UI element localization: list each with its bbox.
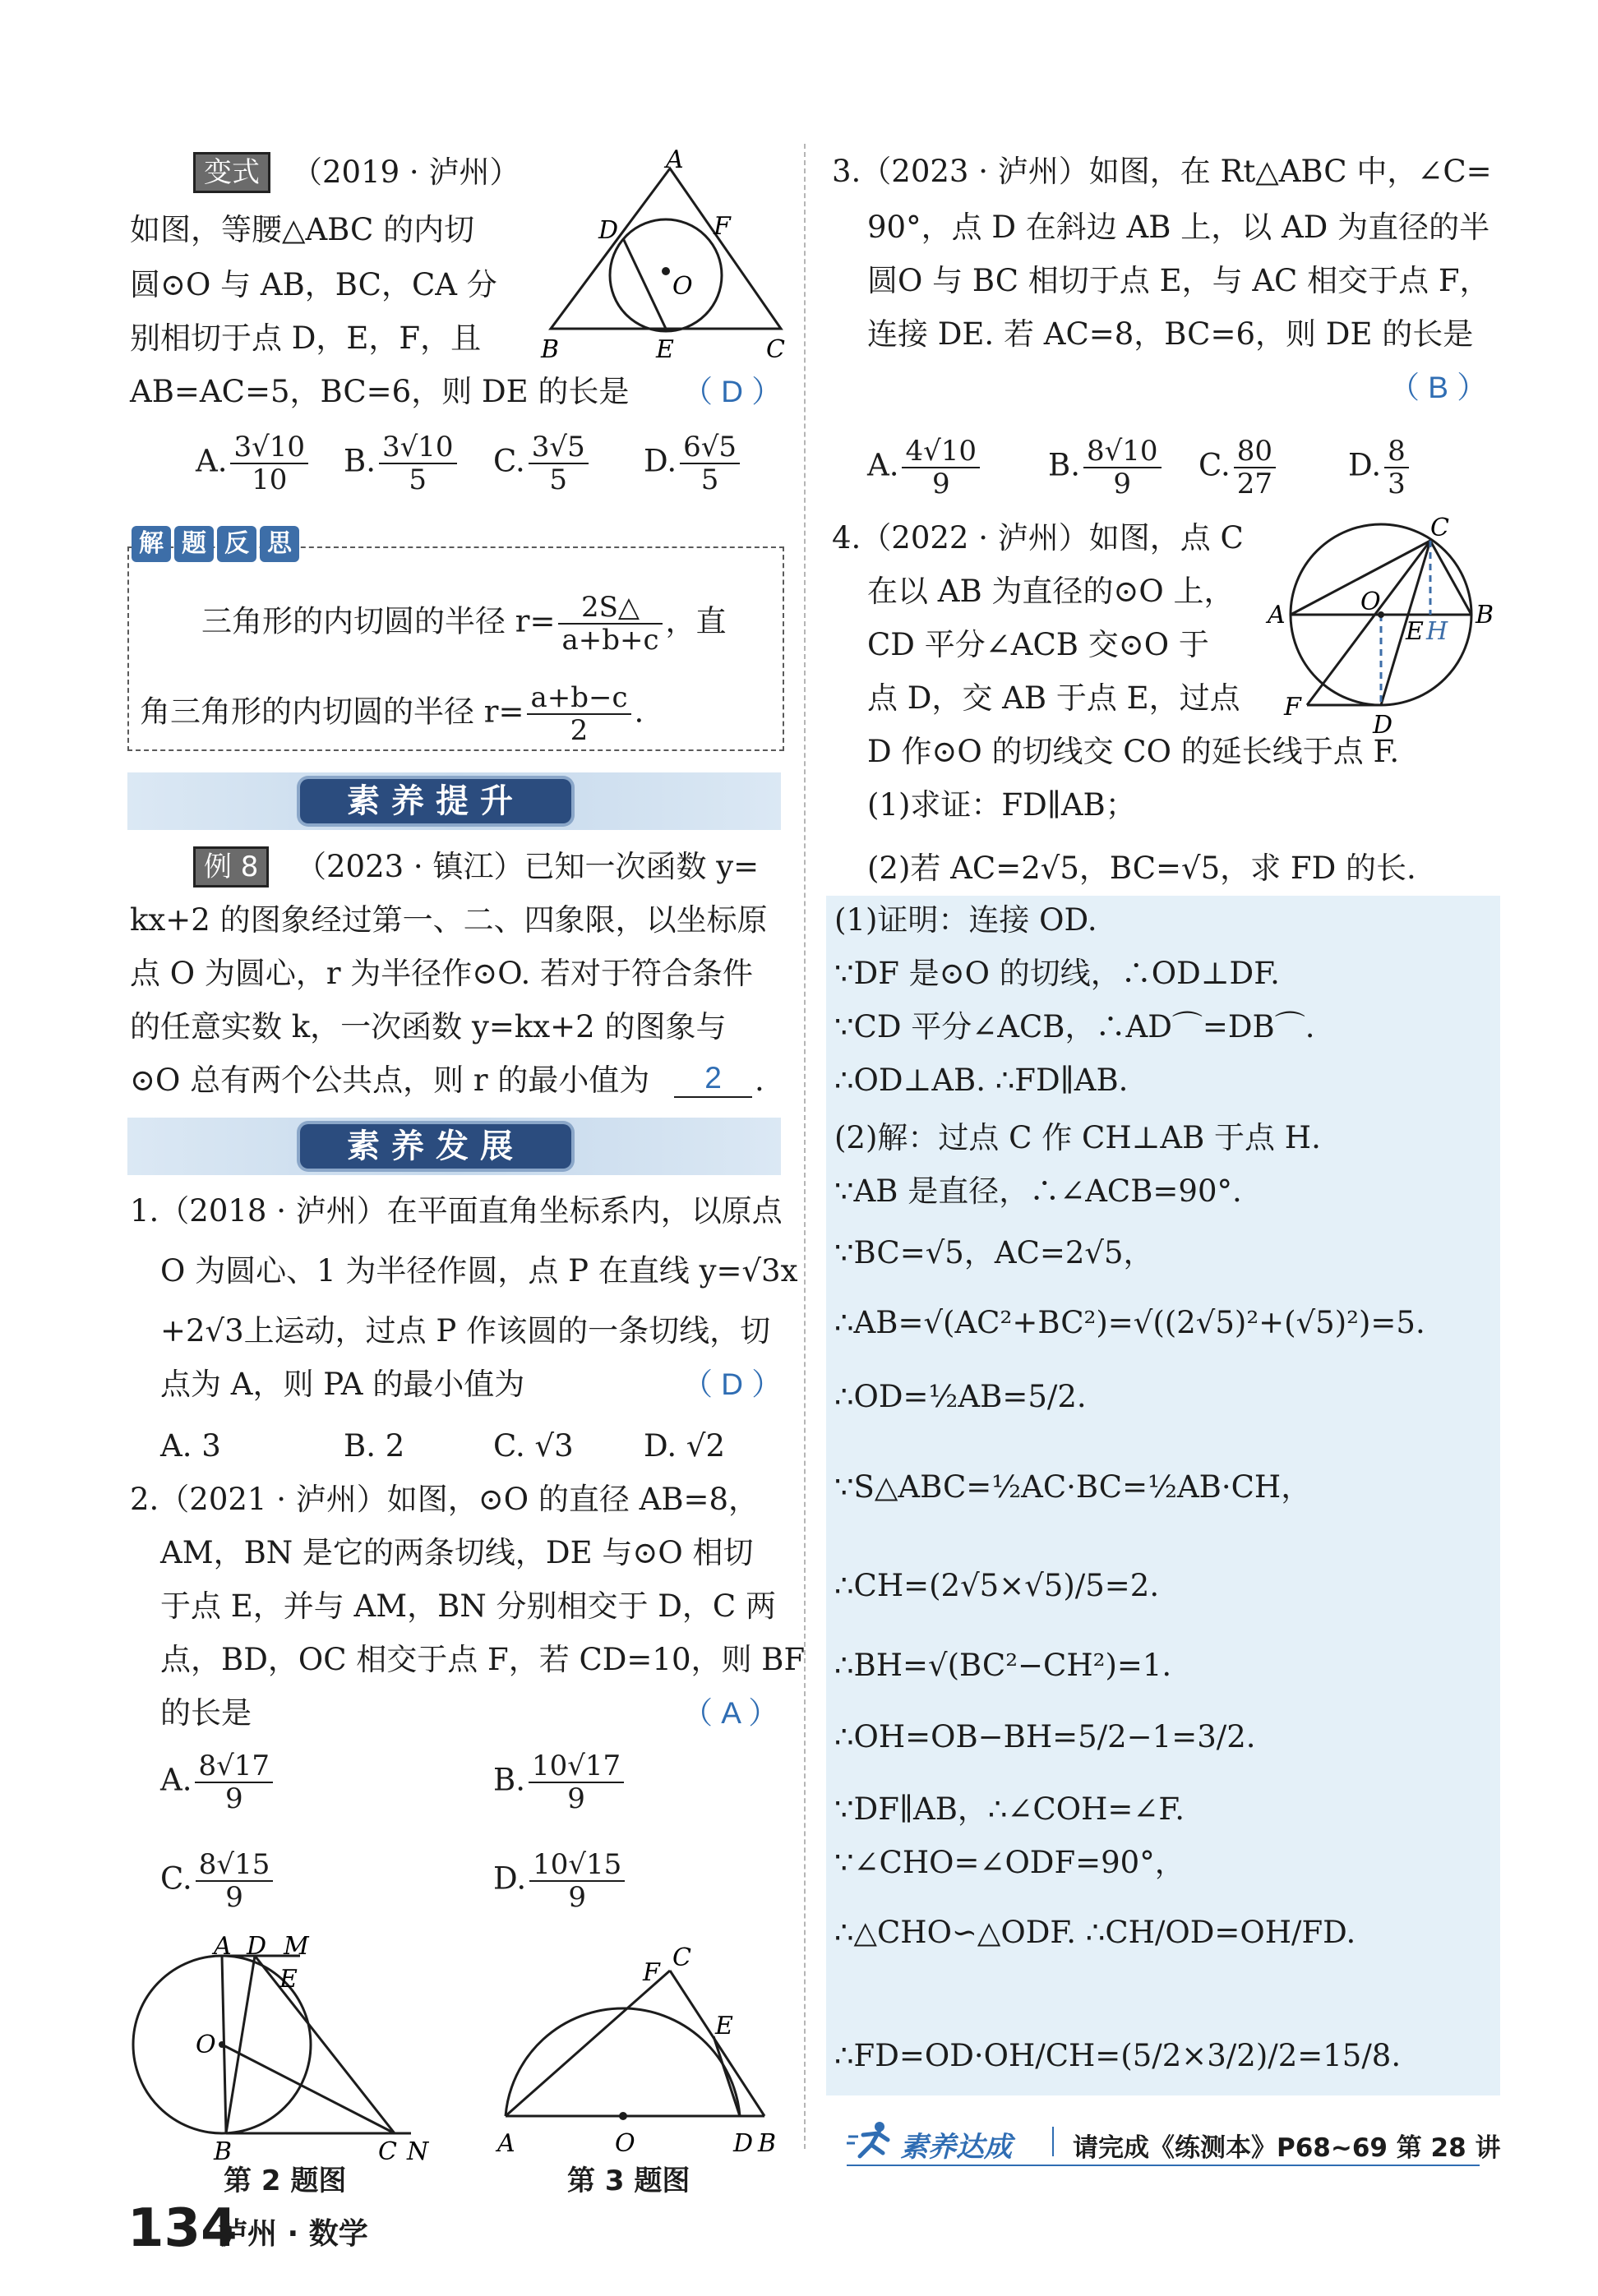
label-d: D	[598, 216, 619, 245]
footer-separator	[1052, 2127, 1054, 2156]
center-o-dot	[619, 2112, 627, 2120]
label-f: F	[714, 212, 731, 241]
q1-option-d: D. √2	[644, 1428, 725, 1464]
chord-cb	[1430, 541, 1471, 615]
q4-line-4: 点 D，交 AB 于点 E，过点	[867, 680, 1240, 716]
q3-line-2: 90°，点 D 在斜边 AB 上，以 AD 为直径的半	[867, 210, 1490, 245]
triangle-abc	[551, 168, 781, 329]
center-o-dot	[219, 2041, 225, 2048]
label-e: E	[279, 1965, 298, 1994]
variant-line-1: 如图，等腰△ABC 的内切	[130, 212, 475, 247]
variant-line-3: 别相切于点 D，E，F，且	[130, 320, 482, 356]
label-b: B	[1476, 601, 1494, 629]
label-b: B	[541, 335, 560, 364]
reflection-line-1: 三角形的内切圆的半径 r= $\frac{2S\triangle}{a+b+c}$ ，直	[201, 591, 727, 657]
q1-answer: （ D ）	[682, 1367, 783, 1401]
q3-line-1: 3.（2023 · 泸州）如图，在 Rt△ABC 中，∠C=	[832, 154, 1492, 189]
solution-line-7: ∵BC=√5，AC=2√5，	[834, 1235, 1154, 1270]
solution-line-4: ∴OD⊥AB. ∴FD∥AB.	[834, 1063, 1129, 1098]
label-o: O	[1360, 588, 1381, 616]
q2-option-a: A. $\frac{8√17}{9}$	[160, 1750, 276, 1814]
q2-figure	[132, 1932, 444, 2166]
example-8-line-2: kx+2 的图象经过第一、二、四象限，以坐标原	[130, 902, 768, 938]
q3-line-4: 连接 DE. 若 AC=8，BC=6，则 DE 的长是	[867, 316, 1474, 352]
variant-tag: 变式	[193, 152, 270, 193]
q2-line-3: 于点 E，并与 AM，BN 分别相交于 D，C 两	[160, 1588, 776, 1624]
q3-option-b: B. $\frac{8√10}{9}$	[1048, 436, 1165, 500]
q2-line-1: 2.（2021 · 泸州）如图，⊙O 的直径 AB=8，	[130, 1482, 760, 1517]
label-n: N	[407, 2137, 429, 2166]
variant-option-c: C. $\frac{3√5}{5}$	[493, 431, 592, 496]
q3-line-3: 圆O 与 BC 相切于点 E，与 AC 相交于点 F，	[867, 263, 1490, 298]
example-8-period: .	[755, 1063, 764, 1098]
banner-develop-title: 素养发展	[300, 1124, 571, 1169]
solution-line-8: ∴AB=√(AC²+BC²)=√((2√5)²+(√5)²)=5.	[834, 1305, 1425, 1340]
label-d: D	[1373, 711, 1393, 740]
reflection-line-2: 角三角形的内切圆的半径 r= $\frac{a+b-c}{2}$ .	[140, 681, 644, 747]
variant-line-2: 圆⊙O 与 AB，BC，CA 分	[130, 267, 497, 302]
label-a: A	[1268, 601, 1286, 629]
label-e: E	[656, 335, 674, 364]
q3-option-d: D. $\frac{8}{3}$	[1348, 436, 1412, 500]
reflection-label: 解 题 反 思	[132, 526, 299, 562]
variant-option-d: D. $\frac{6√5}{5}$	[644, 431, 743, 496]
label-a: A	[497, 2129, 515, 2158]
solution-line-10: ∵S△ABC=½AC·BC=½AB·CH，	[834, 1469, 1312, 1505]
q4-line-6: (1)求证：FD∥AB；	[867, 787, 1136, 823]
label-f: F	[1284, 693, 1301, 722]
q1-line-3: +2√3上运动，过点 P 作该圆的一条切线，切	[160, 1313, 771, 1349]
label-a: A	[666, 145, 684, 174]
example-8-line-4: 的任意实数 k，一次函数 y=kx+2 的图象与	[130, 1009, 727, 1044]
label-e: E	[715, 2012, 733, 2040]
example-8-tag: 例 8	[193, 846, 269, 888]
solution-line-1: (1)证明：连接 OD.	[834, 902, 1097, 938]
solution-line-11: ∴CH=(2√5×√5)/5=2.	[834, 1568, 1160, 1603]
q3-option-c: C. $\frac{80}{27}$	[1198, 436, 1279, 500]
column-divider	[804, 144, 806, 2149]
q3-figure	[493, 1939, 789, 2158]
solution-line-2: ∵DF 是⊙O 的切线，∴OD⊥DF.	[834, 956, 1280, 991]
solution-line-5: (2)解：过点 C 作 CH⊥AB 于点 H.	[834, 1120, 1321, 1155]
q3-answer: （ B ）	[1389, 371, 1488, 404]
line-ac	[506, 1971, 670, 2116]
q1-line-2: O 为圆心、1 为半径作圆，点 P 在直线 y=√3x	[160, 1253, 798, 1289]
variant-option-b: B. $\frac{3√10}{5}$	[344, 431, 460, 496]
solution-line-17: ∴FD=OD·OH/CH=(5/2×3/2)/2=15/8.	[834, 2038, 1402, 2073]
q1-option-a: A. 3	[160, 1428, 221, 1464]
line-cb	[670, 1971, 764, 2116]
footer-rule	[847, 2165, 1480, 2166]
label-c: C	[1430, 514, 1449, 542]
variant-source: （2019 · 泸州）	[292, 154, 520, 190]
q1-option-c: C. √3	[493, 1428, 574, 1464]
example-8-line-1: （2023 · 镇江）已知一次函数 y=	[296, 849, 760, 884]
q4-figure	[1258, 514, 1504, 740]
label-b: B	[758, 2129, 777, 2158]
solution-line-15: ∵∠CHO=∠ODF=90°，	[834, 1845, 1185, 1880]
label-o: O	[196, 2031, 216, 2059]
center-o-dot	[662, 267, 670, 275]
segment-bd	[226, 1956, 255, 2133]
solution-line-9: ∴OD=½AB=5/2.	[834, 1379, 1087, 1414]
label-f: F	[643, 1958, 660, 1987]
label-o: O	[672, 272, 693, 301]
label-c: C	[766, 335, 785, 364]
label-b: B	[214, 2137, 233, 2166]
q2-line-2: AM，BN 是它的两条切线，DE 与⊙O 相切	[160, 1535, 754, 1570]
q4-line-1: 4.（2022 · 泸州）如图，点 C	[832, 520, 1244, 556]
q2-figure-caption: 第 2 题图	[224, 2165, 347, 2197]
label-c: C	[378, 2137, 397, 2166]
section-banner-improve	[127, 772, 781, 830]
solution-line-6: ∵AB 是直径，∴∠ACB=90°.	[834, 1173, 1242, 1209]
section-banner-develop	[127, 1118, 781, 1175]
label-m: M	[284, 1932, 309, 1961]
q2-line-4: 点，BD，OC 相交于点 F，若 CD=10，则 BF	[160, 1642, 806, 1677]
label-o: O	[615, 2129, 635, 2158]
q2-option-b: B. $\frac{10√17}{9}$	[493, 1750, 627, 1814]
solution-line-13: ∴OH=OB−BH=5/2−1=3/2.	[834, 1719, 1256, 1754]
q2-option-d: D. $\frac{10√15}{9}$	[493, 1849, 628, 1913]
variant-line-4: AB=AC=5，BC=6，则 DE 的长是	[130, 374, 630, 409]
footer-badge: 素养达成	[900, 2131, 1012, 2164]
q4-line-2: 在以 AB 为直径的⊙O 上，	[867, 574, 1235, 609]
solution-line-3: ∵CD 平分∠ACB，∴AD⌒=DB⌒.	[834, 1009, 1315, 1044]
solution-line-14: ∵DF∥AB，∴∠COH=∠F.	[834, 1791, 1185, 1827]
q2-line-5: 的长是	[160, 1695, 252, 1731]
q3-option-a: A. $\frac{4√10}{9}$	[867, 436, 983, 500]
segment-de	[623, 238, 666, 329]
label-d: D	[247, 1932, 267, 1961]
segment-oc	[222, 2045, 395, 2133]
footer-instruction: 请完成《练测本》P68~69 第 28 讲	[1073, 2133, 1501, 2163]
label-d: D	[733, 2129, 754, 2158]
tangent-dc	[255, 1956, 395, 2133]
label-c: C	[672, 1943, 691, 1972]
variant-option-a: A. $\frac{3√10}{10}$	[196, 431, 312, 496]
solution-line-16: ∴△CHO∽△ODF. ∴CH/OD=OH/FD.	[834, 1915, 1356, 1950]
page-number: 134	[127, 2198, 238, 2259]
segment-de	[714, 2036, 740, 2116]
q1-option-b: B. 2	[344, 1428, 405, 1464]
q1-line-1: 1.（2018 · 泸州）在平面直角坐标系内，以原点	[130, 1193, 783, 1229]
solution-line-12: ∴BH=√(BC²−CH²)=1.	[834, 1648, 1172, 1683]
variant-figure	[534, 145, 797, 364]
example-8-line-5: ⊙O 总有两个公共点，则 r 的最小值为	[130, 1063, 650, 1098]
q2-option-c: C. $\frac{8√15}{9}$	[160, 1849, 276, 1913]
book-title: 泸州 · 数学	[218, 2217, 368, 2251]
label-e: E	[1406, 617, 1424, 646]
label-h: H	[1426, 617, 1448, 646]
q2-answer: （ A ）	[682, 1696, 779, 1730]
label-a: A	[214, 1932, 232, 1961]
banner-improve-title: 素养提升	[300, 779, 571, 823]
q4-line-7: (2)若 AC=2√5，BC=√5，求 FD 的长.	[867, 851, 1416, 886]
q4-line-5: D 作⊙O 的切线交 CO 的延长线于点 F.	[867, 734, 1400, 769]
variant-answer: （ D ）	[682, 375, 783, 408]
q4-line-3: CD 平分∠ACB 交⊙O 于	[867, 627, 1209, 662]
q3-figure-caption: 第 3 题图	[567, 2165, 690, 2197]
q1-line-4: 点为 A，则 PA 的最小值为	[160, 1367, 525, 1402]
example-8-answer: 2	[674, 1060, 752, 1098]
runner-icon	[847, 2120, 896, 2161]
example-8-line-3: 点 O 为圆心，r 为半径作⊙O. 若对于符合条件	[130, 956, 753, 991]
